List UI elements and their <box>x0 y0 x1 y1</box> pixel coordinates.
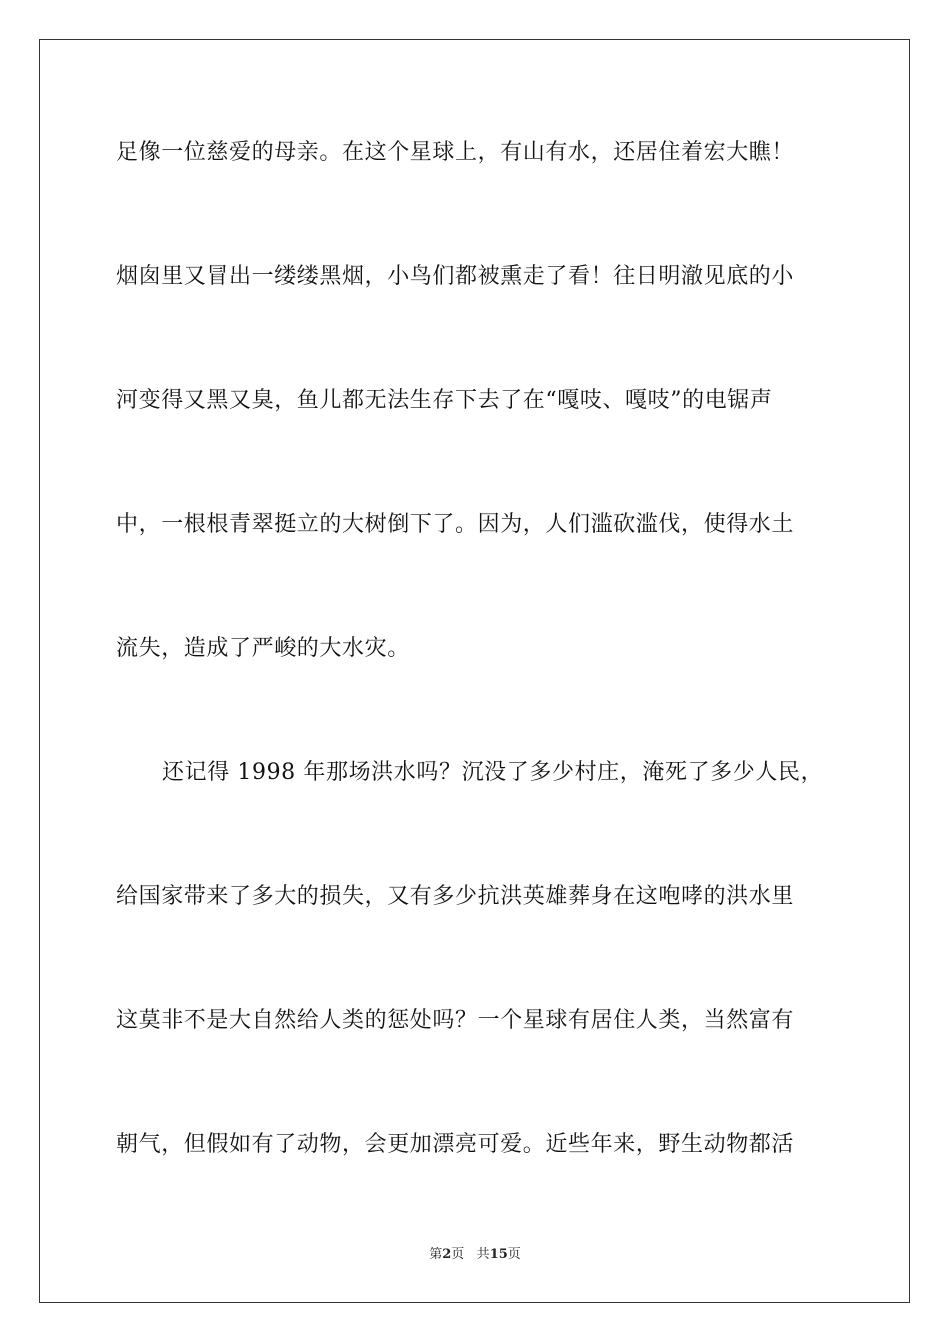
footer-page-prefix: 第 <box>429 1247 443 1262</box>
page-footer <box>0 1245 950 1265</box>
page-border <box>39 39 910 1303</box>
text-line-2: 烟囱里又冒出一缕缕黑烟，小鸟们都被熏走了看！往日明澈见底的小 <box>116 264 795 289</box>
text-line-5: 流失，造成了严峻的大水灾。 <box>116 636 410 661</box>
text-line-6-paragraph-start: 还记得 1998 年那场洪水吗？沉没了多少村庄，淹死了多少人民， <box>162 760 824 785</box>
footer-page-suffix: 页 <box>451 1247 465 1262</box>
footer-page-number: 2 <box>442 1247 452 1262</box>
text-line-3: 河变得又黑又臭，鱼儿都无法生存下去了在“嘎吱、嘎吱”的电锯声 <box>116 388 773 413</box>
footer-total-prefix: 共 <box>476 1247 490 1262</box>
footer-total-suffix: 页 <box>507 1247 521 1262</box>
text-line-8: 这莫非不是大自然给人类的惩处吗？一个星球有居住人类，当然富有 <box>116 1008 795 1033</box>
text-line-9: 朝气，但假如有了动物，会更加漂亮可爱。近些年来，野生动物都活 <box>116 1132 795 1157</box>
text-line-4: 中，一根根青翠挺立的大树倒下了。因为，人们滥砍滥伐，使得水土 <box>116 512 795 537</box>
text-line-7: 给国家带来了多大的损失，又有多少抗洪英雄葬身在这咆哮的洪水里 <box>116 884 795 909</box>
text-line-1: 足像一位慈爱的母亲。在这个星球上，有山有水，还居住着宏大瞧！ <box>116 140 795 165</box>
footer-total-number: 15 <box>489 1247 508 1262</box>
